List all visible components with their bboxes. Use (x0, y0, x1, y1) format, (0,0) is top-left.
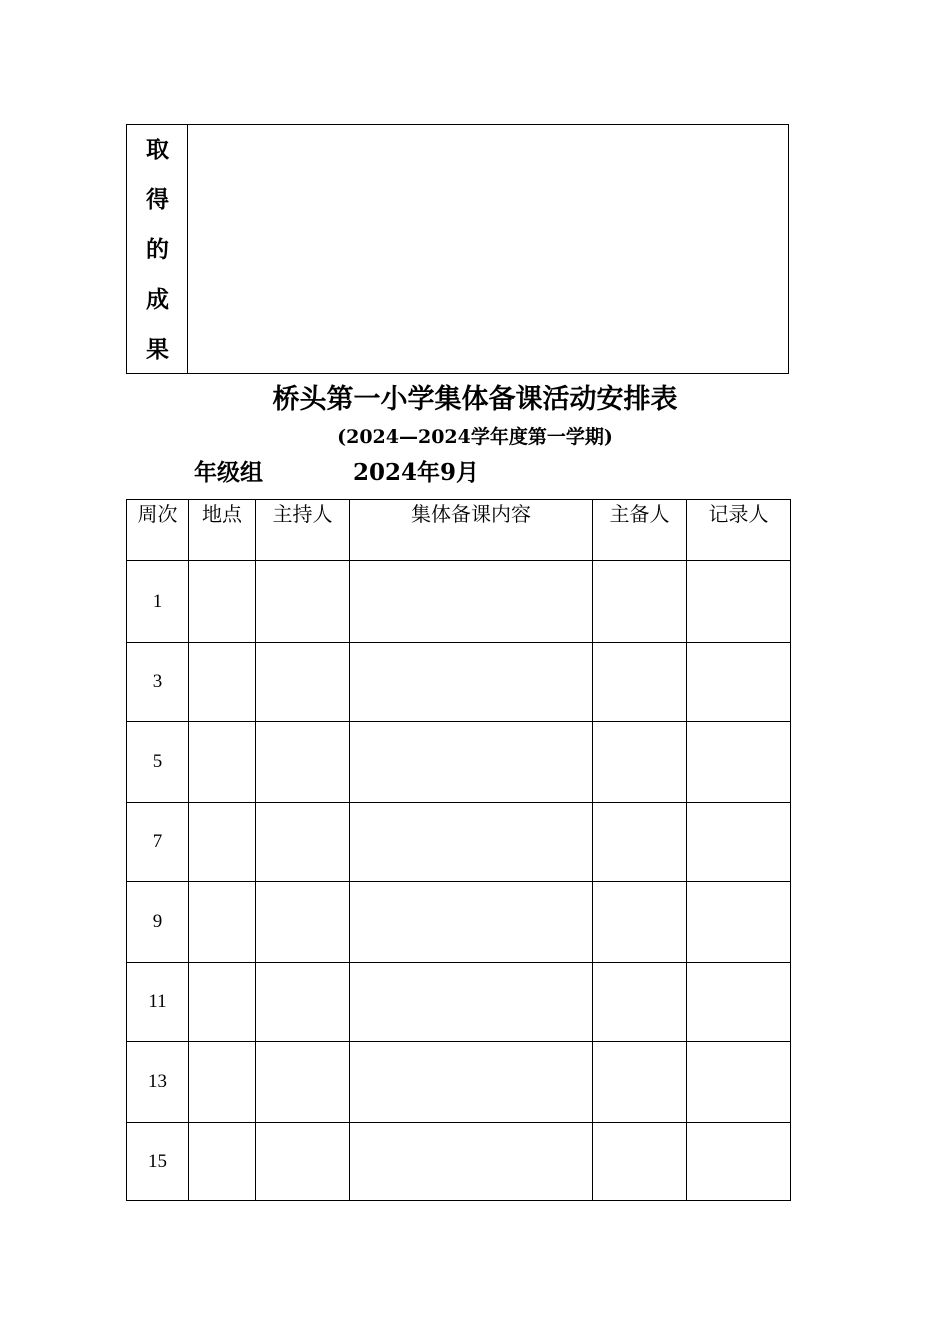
table-row (127, 963, 791, 1042)
table-row (127, 1123, 791, 1201)
achievements-label-char: 取 (146, 136, 169, 163)
col-header-week: 周次 (127, 500, 189, 561)
host-cell[interactable] (256, 561, 350, 643)
content-cell[interactable] (350, 882, 593, 963)
col-header-location: 地点 (189, 500, 256, 561)
host-cell[interactable] (256, 963, 350, 1042)
content-cell[interactable] (350, 963, 593, 1042)
content-cell[interactable] (350, 643, 593, 722)
location-cell[interactable] (189, 1042, 256, 1123)
lead-preparer-cell[interactable] (593, 1042, 687, 1123)
lead-preparer-cell[interactable] (593, 803, 687, 882)
achievements-label-char: 得 (146, 186, 169, 213)
table-row (127, 561, 791, 643)
recorder-cell[interactable] (687, 1123, 791, 1201)
lead-preparer-cell[interactable] (593, 963, 687, 1042)
week-cell: 3 (127, 643, 189, 722)
week-cell: 7 (127, 803, 189, 882)
achievements-label-char: 果 (146, 336, 169, 363)
location-cell[interactable] (189, 803, 256, 882)
table-row (127, 643, 791, 722)
achievements-label-cell (127, 125, 188, 373)
content-cell[interactable] (350, 1123, 593, 1201)
host-cell[interactable] (256, 1123, 350, 1201)
recorder-cell[interactable] (687, 561, 791, 643)
week-cell: 9 (127, 882, 189, 963)
lead-preparer-cell[interactable] (593, 561, 687, 643)
lead-preparer-cell[interactable] (593, 1123, 687, 1201)
achievements-box (126, 124, 789, 374)
page-title: 桥头第一小学集体备课活动安排表 (272, 384, 678, 415)
location-cell[interactable] (189, 643, 256, 722)
recorder-cell[interactable] (687, 882, 791, 963)
col-header-host: 主持人 (256, 500, 350, 561)
recorder-cell[interactable] (687, 803, 791, 882)
host-cell[interactable] (256, 803, 350, 882)
grade-group-label: 年级组 (194, 459, 263, 486)
lead-preparer-cell[interactable] (593, 882, 687, 963)
content-cell[interactable] (350, 722, 593, 803)
page-subtitle: (2024—2024学年度第一学期) (337, 426, 613, 448)
col-header-recorder: 记录人 (687, 500, 791, 561)
lead-preparer-cell[interactable] (593, 643, 687, 722)
lead-preparer-cell[interactable] (593, 722, 687, 803)
col-header-lead-preparer: 主备人 (593, 500, 687, 561)
week-cell: 1 (127, 561, 189, 643)
achievements-label-char: 的 (146, 236, 169, 263)
table-row (127, 722, 791, 803)
location-cell[interactable] (189, 722, 256, 803)
recorder-cell[interactable] (687, 722, 791, 803)
week-cell: 5 (127, 722, 189, 803)
table-row (127, 803, 791, 882)
content-cell[interactable] (350, 1042, 593, 1123)
host-cell[interactable] (256, 882, 350, 963)
host-cell[interactable] (256, 1042, 350, 1123)
host-cell[interactable] (256, 722, 350, 803)
host-cell[interactable] (256, 643, 350, 722)
table-row (127, 1042, 791, 1123)
schedule-table (126, 499, 791, 1201)
recorder-cell[interactable] (687, 1042, 791, 1123)
location-cell[interactable] (189, 882, 256, 963)
recorder-cell[interactable] (687, 643, 791, 722)
week-cell: 15 (127, 1123, 189, 1201)
location-cell[interactable] (189, 963, 256, 1042)
content-cell[interactable] (350, 803, 593, 882)
week-cell: 11 (127, 963, 189, 1042)
col-header-content: 集体备课内容 (350, 500, 593, 561)
week-cell: 13 (127, 1042, 189, 1123)
table-header-row (127, 500, 791, 561)
achievements-label-char: 成 (146, 286, 169, 313)
date-label: 2024年9月 (353, 459, 480, 486)
location-cell[interactable] (189, 561, 256, 643)
recorder-cell[interactable] (687, 963, 791, 1042)
location-cell[interactable] (189, 1123, 256, 1201)
table-row (127, 882, 791, 963)
content-cell[interactable] (350, 561, 593, 643)
